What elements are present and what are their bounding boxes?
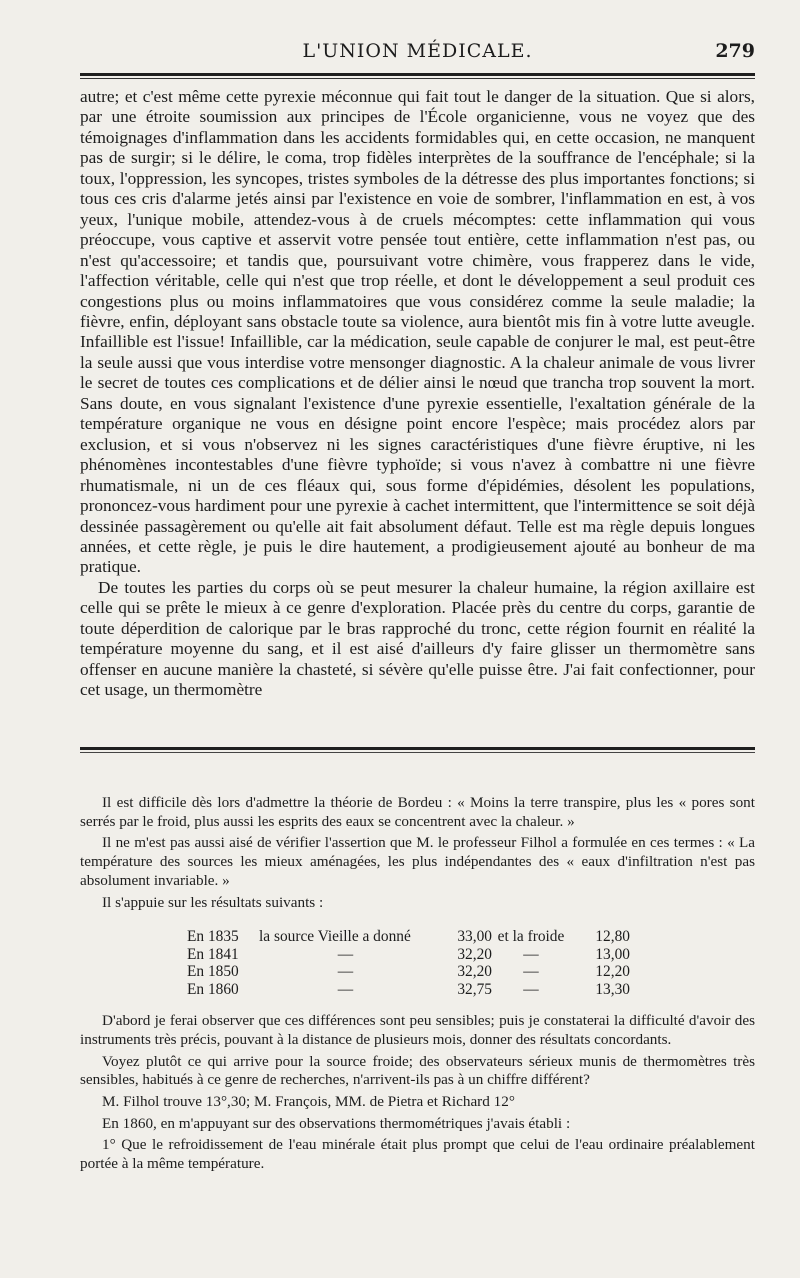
- froide-value: 12,20: [595, 963, 630, 981]
- note-paragraph: En 1860, en m'appuyant sur des observations thermométriques j'avais établi :: [102, 1114, 571, 1132]
- middle-cell: —: [523, 963, 539, 981]
- year-cell: En 1835: [187, 928, 239, 946]
- footnote-rule: [80, 747, 755, 750]
- page-number: 279: [715, 40, 755, 62]
- middle-cell: et la froide: [497, 928, 565, 946]
- note-paragraph: Il ne m'est pas aussi aisé de vérifier l'assertion que M. le professeur Filhol a formulée en ces termes : « La température des sources les mieux aménagées, les plus indépendantes des « eaux d'infiltration n'est pas absolument invariable. »: [80, 834, 755, 889]
- vieille-value: 32,20: [457, 963, 492, 981]
- notes-section: [80, 794, 755, 1177]
- note-paragraph: Il est difficile dès lors d'admettre la théorie de Bordeu : « Moins la terre transpire, plus les « pores sont serrés par le froid, plus aussi les esprits des eaux se concentrent avec la chaleur. »: [80, 794, 755, 830]
- note-paragraph: 1° Que le refroidissement de l'eau minérale était plus prompt que celui de l'eau ordinaire préalablement portée à la même température.: [80, 1136, 755, 1173]
- froide-value: 12,80: [595, 928, 630, 946]
- note-paragraph: Voyez plutôt ce qui arrive pour la source froide; des observateurs sérieux munis de thermomètres très sensibles, habitués à ce genre de recherches, n'arrivent-ils pas à un chiffre différent?: [80, 1052, 755, 1089]
- middle-cell: —: [523, 980, 539, 998]
- source-cell: —: [337, 963, 354, 981]
- note-paragraph: D'abord je ferai observer que ces différences sont peu sensibles; puis je constaterai la difficulté d'avoir des instruments très précis, pouvant à la distance de plusieurs mois, donner des résultats concordants.: [80, 1012, 755, 1048]
- froide-value: 13,30: [595, 980, 630, 998]
- source-cell: —: [337, 945, 354, 963]
- note-paragraph: Il s'appuie sur les résultats suivants :: [102, 893, 324, 911]
- year-cell: En 1860: [187, 980, 239, 998]
- vieille-value: 32,75: [457, 980, 492, 998]
- running-title: L'UNION MÉDICALE.: [302, 40, 533, 62]
- note-paragraph: M. Filhol trouve 13°,30; M. François, MM. de Pietra et Richard 12°: [102, 1093, 515, 1111]
- table-row: [187, 981, 630, 999]
- temperature-table: [187, 928, 630, 998]
- middle-cell: —: [523, 945, 539, 963]
- year-cell: En 1850: [187, 963, 239, 981]
- header-rule: [80, 73, 755, 76]
- vieille-value: 33,00: [457, 928, 492, 946]
- main-text: [80, 87, 755, 701]
- year-cell: En 1841: [187, 945, 239, 963]
- source-cell: la source Vieille a donné: [259, 928, 411, 946]
- main-paragraph: autre; et c'est même cette pyrexie méconnue qui fait tout le danger de la situation. Que si alors, par une étroite soumission aux principes de l'École organicienne, vous ne voyez que des témoignages d'inflammation dans les accidents formidables qui, en cette occasion, ne manquent pas de surgir; si le délire, le coma, trop fidèles interprètes de la souffrance de l'encéphale; si la toux, l'oppression, les syncopes, tristes symboles de la détresse des plus importantes fonctions; si tous ces cris d'alarme jetés ainsi par l'existence en voie de sombrer, l'inflammation en est, à vos yeux, l'unique mobile, attendez-vous à de cruels mécomptes: cette inflammation qui vous préoccupe, vous captive et asservit votre pensée tout entière, cette inflammation n'est pas, ou n'est qu'accessoire; et tandis que, poursuivant votre chimère, vous frapperez dans le vide, l'affection véritable, celle qui n'est que trop réelle, et dont le développement a seul produit ces congestions plus ou moins inflammatoires que vous considérez comme la seule maladie; la fièvre, enfin, déployant sans obstacle toute sa violence, aura bientôt mis fin à votre lutte aveugle. Infaillible est l'issue! Infaillible, car la médication, seule capable de conjurer le mal, est peut-être la seule aussi que vous interdise votre mensonger diagnostic. A la chaleur animale de vous livrer le secret de toutes ces complications et de délier ainsi le nœud que trancha trop souvent la mort. Sans doute, en vous signalant l'existence d'une pyrexie essentielle, l'exaltation générale de la température organique ne vous en désigne point encore l'espèce; mais procédez alors par exclusion, et si vous n'observez ni les signes caractéristiques d'une fièvre éruptive, ni les phénomènes incontestables d'une fièvre typhoïde; si vous n'avez à combattre ni une fièvre rhumatismale, ni un de ces fléaux qui, sous forme d'épidémies, désolent les populations, prononcez-vous hardiment pour une pyrexie à cachet intermittent, que l'intermittence se soit déjà dessinée passagèrement ou qu'elle ait fait absolument défaut. Telle est ma règle depuis longues années, et cette règle, je puis le dire hautement, a prodigieusement ajouté au bonheur de ma pratique.: [80, 87, 755, 577]
- table-row: [187, 946, 630, 964]
- main-paragraph: De toutes les parties du corps où se peut mesurer la chaleur humaine, la région axillaire est celle qui se prête le mieux à ce genre d'exploration. Placée près du centre du corps, garantie de toute déperdition de calorique par le bras rapproché du tronc, cette région fournit en réalité la température moyenne du sang, et il est aisé d'ailleurs d'y faire glisser un thermomètre sans offenser en aucune manière la chasteté, si sévère qu'elle puisse être. J'ai fait confectionner, pour cet usage, un thermomètre: [80, 577, 755, 700]
- vieille-value: 32,20: [457, 945, 492, 963]
- table-row: [187, 963, 630, 981]
- page-header: [80, 36, 755, 70]
- table-row: [187, 928, 630, 946]
- source-cell: —: [337, 980, 354, 998]
- froide-value: 13,00: [595, 945, 630, 963]
